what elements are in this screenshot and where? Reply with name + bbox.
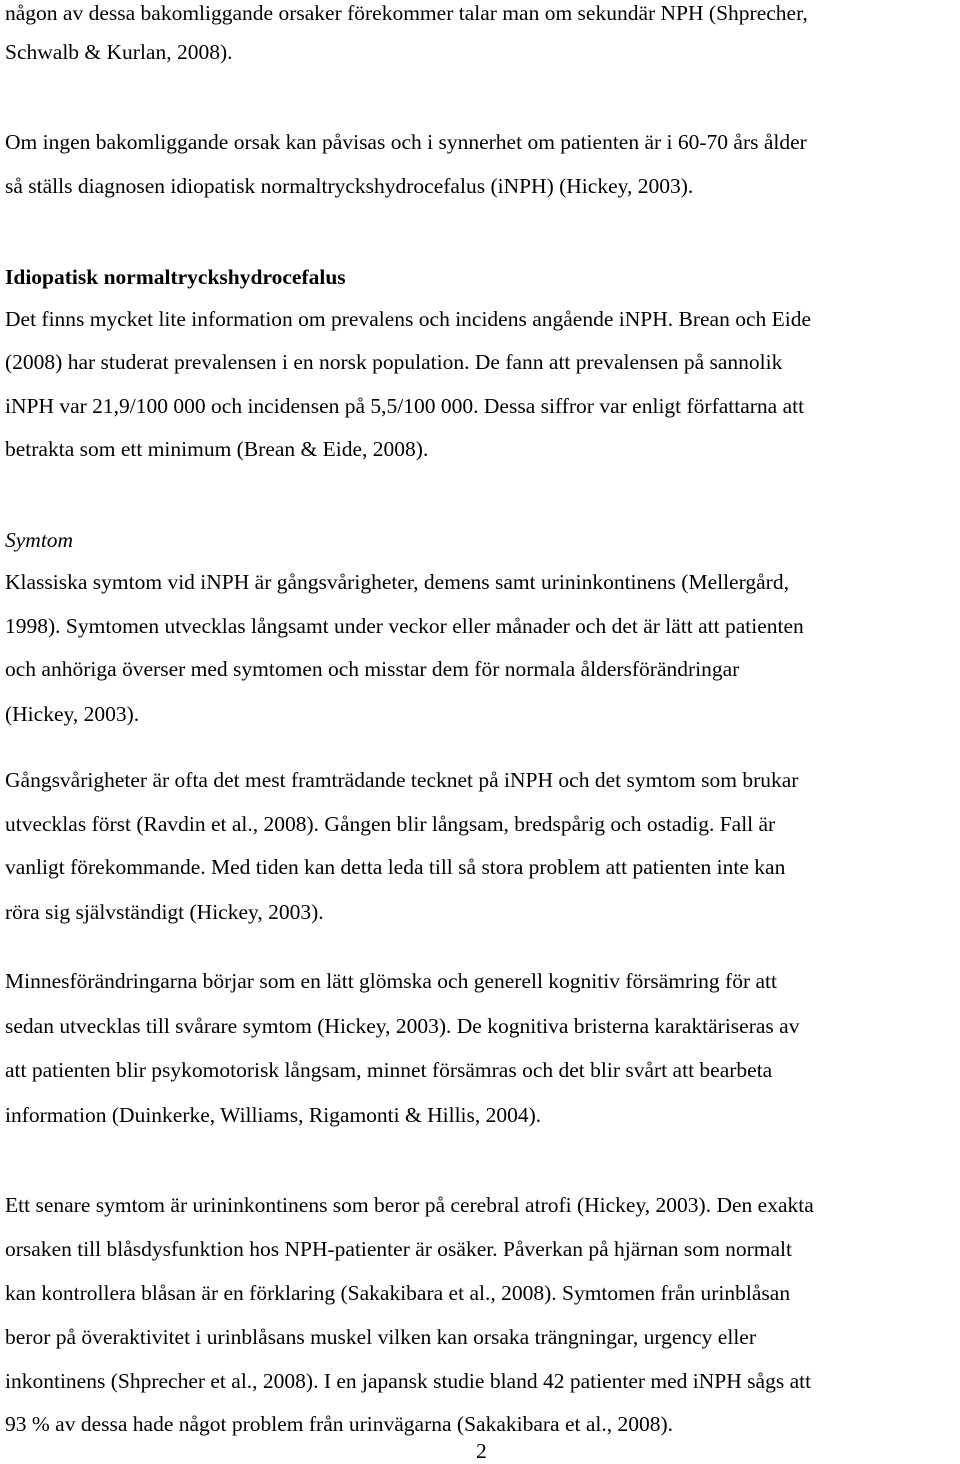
symtom-p3-line-4: information (Duinkerke, Williams, Rigamonti & Hillis, 2004). — [5, 1103, 542, 1127]
page-number: 2 — [476, 1439, 487, 1463]
symtom-p2-line-2: utvecklas först (Ravdin et al., 2008). Gången blir långsam, bredspårig och ostadig. Fall är — [5, 812, 776, 836]
paragraph-1-line-1: någon av dessa bakomliggande orsaker förekommer talar man om sekundär NPH (Shprecher, — [5, 1, 808, 25]
symtom-p2-line-4: röra sig självständigt (Hickey, 2003). — [5, 900, 324, 924]
symtom-p1-line-3: och anhöriga överser med symtomen och misstar dem för normala åldersförändringar — [5, 657, 740, 681]
paragraph-2-line-2: så ställs diagnosen idiopatisk normaltryckshydrocefalus (iNPH) (Hickey, 2003). — [5, 174, 694, 198]
inph-line-1: Det finns mycket lite information om prevalens och incidens angående iNPH. Brean och Eide — [5, 307, 812, 331]
symtom-p4-line-2: orsaken till blåsdysfunktion hos NPH-patienter är osäker. Påverkan på hjärnan som normalt — [5, 1237, 792, 1261]
symtom-p4-line-6: 93 % av dessa hade något problem från urinvägarna (Sakakibara et al., 2008). — [5, 1412, 674, 1436]
symtom-p2-line-1: Gångsvårigheter är ofta det mest framträdande tecknet på iNPH och det symtom som brukar — [5, 768, 799, 792]
section-heading-inph: Idiopatisk normaltryckshydrocefalus — [5, 265, 346, 289]
paragraph-1-line-2: Schwalb & Kurlan, 2008). — [5, 40, 233, 64]
paragraph-2-line-1: Om ingen bakomliggande orsak kan påvisas och i synnerhet om patienten är i 60-70 års ålder — [5, 130, 807, 154]
symtom-p2-line-3: vanligt förekommande. Med tiden kan detta leda till så stora problem att patienten inte kan — [5, 855, 786, 879]
symtom-p4-line-4: beror på överaktivitet i urinblåsans muskel vilken kan orsaka trängningar, urgency eller — [5, 1325, 756, 1349]
symtom-p4-line-1: Ett senare symtom är urininkontinens som beror på cerebral atrofi (Hickey, 2003). Den exakta — [5, 1193, 814, 1217]
inph-line-3: iNPH var 21,9/100 000 och incidensen på 5,5/100 000. Dessa siffror var enligt författarna att — [5, 394, 805, 418]
section-heading-symtom: Symtom — [5, 528, 74, 552]
symtom-p4-line-3: kan kontrollera blåsan är en förklaring (Sakakibara et al., 2008). Symtomen från urinblåsan — [5, 1281, 791, 1305]
symtom-p3-line-1: Minnesförändringarna börjar som en lätt glömska och generell kognitiv försämring för att — [5, 969, 777, 993]
symtom-p3-line-2: sedan utvecklas till svårare symtom (Hickey, 2003). De kognitiva bristerna karaktäriseras av — [5, 1014, 800, 1038]
symtom-p1-line-1: Klassiska symtom vid iNPH är gångsvårigheter, demens samt urininkontinens (Mellergård, — [5, 570, 789, 594]
symtom-p3-line-3: att patienten blir psykomotorisk långsam, minnet försämras och det blir svårt att bearbeta — [5, 1058, 773, 1082]
symtom-p4-line-5: inkontinens (Shprecher et al., 2008). I en japansk studie bland 42 patienter med iNPH sågs att — [5, 1369, 812, 1393]
inph-line-2: (2008) har studerat prevalensen i en norsk population. De fann att prevalensen på sannolik — [5, 350, 783, 374]
symtom-p1-line-4: (Hickey, 2003). — [5, 702, 140, 726]
symtom-p1-line-2: 1998). Symtomen utvecklas långsamt under veckor eller månader och det är lätt att patienten — [5, 614, 804, 638]
inph-line-4: betrakta som ett minimum (Brean & Eide, 2008). — [5, 437, 429, 461]
